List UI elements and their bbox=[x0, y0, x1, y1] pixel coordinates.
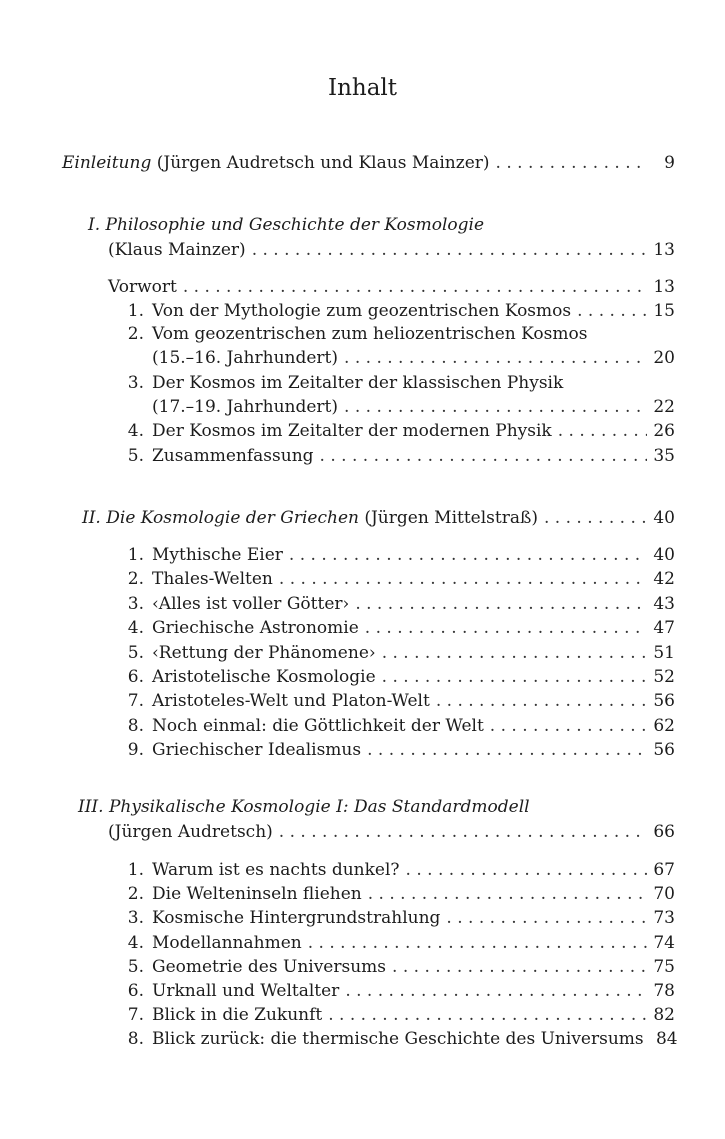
page-number: 70 bbox=[653, 884, 675, 905]
entry-number: 1. bbox=[127, 860, 144, 880]
entry-number: 3. bbox=[127, 593, 144, 614]
page-number: 74 bbox=[653, 932, 675, 953]
entry-label: Mythische Eier bbox=[152, 545, 283, 565]
page-number: 40 bbox=[653, 545, 675, 565]
toc-entry bbox=[108, 641, 675, 665]
entry-number: 8. bbox=[127, 1029, 144, 1050]
section-numeral: III. bbox=[78, 797, 104, 817]
intro-label-authors: (Jürgen Audretsch und Klaus Mainzer) bbox=[151, 153, 490, 173]
entry-number: 3. bbox=[127, 908, 144, 929]
leader-dots bbox=[344, 395, 647, 419]
entry-number: 2. bbox=[127, 569, 144, 590]
entry-number: 4. bbox=[127, 421, 144, 441]
leader-dots bbox=[355, 592, 647, 616]
leader-dots bbox=[577, 299, 647, 323]
intro-label-italic: Einleitung bbox=[62, 153, 152, 173]
toc-entry bbox=[108, 931, 675, 955]
toc-entry bbox=[108, 689, 675, 713]
leader-dots bbox=[320, 444, 647, 468]
page-number: 20 bbox=[653, 348, 675, 368]
entry-number: 6. bbox=[127, 981, 144, 1001]
entry-number: 7. bbox=[127, 691, 144, 712]
page-title: Inhalt bbox=[327, 75, 398, 101]
toc-entry bbox=[108, 858, 675, 882]
page-number: 73 bbox=[653, 908, 675, 929]
page-number: 67 bbox=[653, 860, 675, 880]
section-numeral: II. bbox=[82, 508, 101, 528]
toc-entry bbox=[108, 592, 675, 616]
section-title: Die Kosmologie der Griechen bbox=[106, 508, 359, 528]
leader-dots bbox=[345, 979, 647, 1003]
toc-entry bbox=[108, 1003, 675, 1027]
toc-entry bbox=[108, 567, 675, 591]
page-number: 56 bbox=[653, 691, 675, 712]
toc-entry-line1 bbox=[108, 371, 563, 395]
page-number: 40 bbox=[653, 508, 675, 528]
toc-entry bbox=[108, 275, 675, 299]
entry-number: 8. bbox=[127, 715, 144, 736]
section-title: Physikalische Kosmologie I: Das Standardmodell bbox=[108, 797, 530, 817]
leader-dots bbox=[365, 616, 647, 640]
entry-label: Aristotelische Kosmologie bbox=[152, 667, 376, 687]
toc-entry-line2 bbox=[152, 395, 675, 419]
entry-label: ‹Rettung der Phänomene› bbox=[152, 642, 376, 663]
entry-label-continuation: (15.–16. Jahrhundert) bbox=[152, 348, 339, 368]
section-title: Philosophie und Geschichte der Kosmologie bbox=[105, 215, 485, 235]
entry-number: 7. bbox=[127, 1005, 144, 1026]
page-number: 52 bbox=[653, 667, 675, 687]
leader-dots bbox=[446, 906, 647, 930]
entry-label: Vorwort bbox=[108, 277, 177, 297]
entry-number: 6. bbox=[127, 667, 144, 687]
section-numeral: I. bbox=[88, 215, 101, 235]
entry-number: 1. bbox=[127, 301, 144, 321]
leader-dots bbox=[289, 543, 647, 567]
page-number: 15 bbox=[653, 301, 675, 321]
toc-entry bbox=[108, 906, 675, 930]
entry-number: 5. bbox=[127, 956, 144, 977]
leader-dots bbox=[436, 689, 647, 713]
section-heading-3 bbox=[78, 795, 530, 819]
toc-entry-line2 bbox=[152, 346, 675, 370]
entry-label: Warum ist es nachts dunkel? bbox=[152, 860, 400, 880]
entry-number: 2. bbox=[127, 324, 144, 344]
toc-entry bbox=[108, 299, 675, 323]
toc-entry bbox=[108, 738, 675, 762]
leader-dots bbox=[368, 882, 647, 906]
page-number: 26 bbox=[653, 421, 675, 441]
entry-number: 9. bbox=[127, 740, 144, 761]
page-number: 13 bbox=[653, 277, 675, 297]
entry-label: Urknall und Weltalter bbox=[152, 981, 340, 1001]
entry-label: Zusammenfassung bbox=[152, 446, 314, 466]
toc-entry bbox=[108, 419, 675, 443]
entry-label: Griechischer Idealismus bbox=[152, 740, 362, 761]
section-author: (Klaus Mainzer) bbox=[108, 240, 246, 260]
page-number: 47 bbox=[653, 618, 675, 639]
entry-label: Die Welteninseln fliehen bbox=[152, 884, 362, 905]
entry-label: Vom geozentrischen zum heliozentrischen Kosmos bbox=[152, 324, 588, 344]
page-number: 84 bbox=[655, 1029, 678, 1050]
page-number: 35 bbox=[653, 446, 675, 466]
section-heading-2 bbox=[82, 506, 675, 530]
leader-dots bbox=[544, 506, 647, 530]
section-author-row-1 bbox=[108, 238, 675, 262]
section-author: (Jürgen Audretsch) bbox=[108, 822, 273, 842]
entry-label bbox=[62, 151, 490, 175]
leader-dots bbox=[490, 714, 647, 738]
section-author-row-3 bbox=[108, 820, 675, 844]
entry-label: Der Kosmos im Zeitalter der klassischen Physik bbox=[152, 373, 564, 393]
leader-dots bbox=[496, 151, 647, 175]
toc-entry-intro bbox=[62, 151, 675, 175]
leader-dots bbox=[382, 641, 647, 665]
toc-entry bbox=[108, 665, 675, 689]
entry-label: Blick in die Zukunft bbox=[152, 1005, 323, 1026]
page-number: 75 bbox=[653, 956, 675, 977]
leader-dots bbox=[308, 931, 647, 955]
entry-label: Geometrie des Universums bbox=[152, 956, 387, 977]
entry-label: Von der Mythologie zum geozentrischen Kosmos bbox=[152, 301, 572, 321]
entry-label: Modellannahmen bbox=[152, 932, 302, 953]
leader-dots bbox=[252, 238, 647, 262]
entry-label: Noch einmal: die Göttlichkeit der Welt bbox=[152, 715, 484, 736]
page-number: 66 bbox=[653, 822, 675, 842]
leader-dots bbox=[558, 419, 647, 443]
entry-label: ‹Alles ist voller Götter› bbox=[152, 593, 350, 614]
page-number: 9 bbox=[664, 153, 675, 173]
entry-label: Aristoteles-Welt und Platon-Welt bbox=[152, 691, 430, 712]
toc-entry bbox=[108, 543, 675, 567]
page-number: 22 bbox=[653, 397, 675, 417]
entry-label: Griechische Astronomie bbox=[152, 618, 359, 639]
toc-entry bbox=[108, 616, 675, 640]
entry-label: Blick zurück: die thermische Geschichte des Universums bbox=[152, 1029, 644, 1050]
toc-entry bbox=[108, 955, 675, 979]
entry-number: 3. bbox=[127, 373, 144, 393]
entry-number: 5. bbox=[127, 642, 144, 663]
page-number: 51 bbox=[653, 642, 675, 663]
page-number: 56 bbox=[653, 740, 675, 761]
entry-number: 2. bbox=[127, 884, 144, 905]
toc-entry bbox=[108, 979, 675, 1003]
leader-dots bbox=[392, 955, 647, 979]
toc-entry-line1 bbox=[108, 322, 587, 346]
leader-dots bbox=[406, 858, 647, 882]
entry-number: 5. bbox=[127, 446, 144, 466]
toc-entry bbox=[108, 882, 675, 906]
section-heading-label bbox=[82, 506, 538, 530]
page-number: 43 bbox=[653, 593, 675, 614]
entry-label: Kosmische Hintergrundstrahlung bbox=[152, 908, 441, 929]
entry-label: Der Kosmos im Zeitalter der modernen Physik bbox=[152, 421, 552, 441]
page-number: 82 bbox=[653, 1005, 675, 1026]
page-number: 13 bbox=[653, 240, 675, 260]
toc-entry bbox=[108, 444, 675, 468]
entry-label-continuation: (17.–19. Jahrhundert) bbox=[152, 397, 339, 417]
section-heading-1 bbox=[88, 213, 484, 237]
entry-label: Thales-Welten bbox=[152, 569, 273, 590]
entry-number: 4. bbox=[127, 932, 144, 953]
leader-dots bbox=[279, 567, 647, 591]
page-number: 62 bbox=[653, 715, 675, 736]
leader-dots bbox=[382, 665, 647, 689]
entry-number: 4. bbox=[127, 618, 144, 639]
leader-dots bbox=[367, 738, 647, 762]
leader-dots bbox=[279, 820, 647, 844]
toc-entry bbox=[108, 1027, 678, 1051]
toc-entry bbox=[108, 714, 675, 738]
section-author: (Jürgen Mittelstraß) bbox=[358, 508, 538, 528]
entry-number: 1. bbox=[127, 545, 144, 565]
leader-dots bbox=[344, 346, 647, 370]
leader-dots bbox=[328, 1003, 647, 1027]
page-number: 42 bbox=[653, 569, 675, 590]
page-number: 78 bbox=[653, 981, 675, 1001]
leader-dots bbox=[183, 275, 647, 299]
